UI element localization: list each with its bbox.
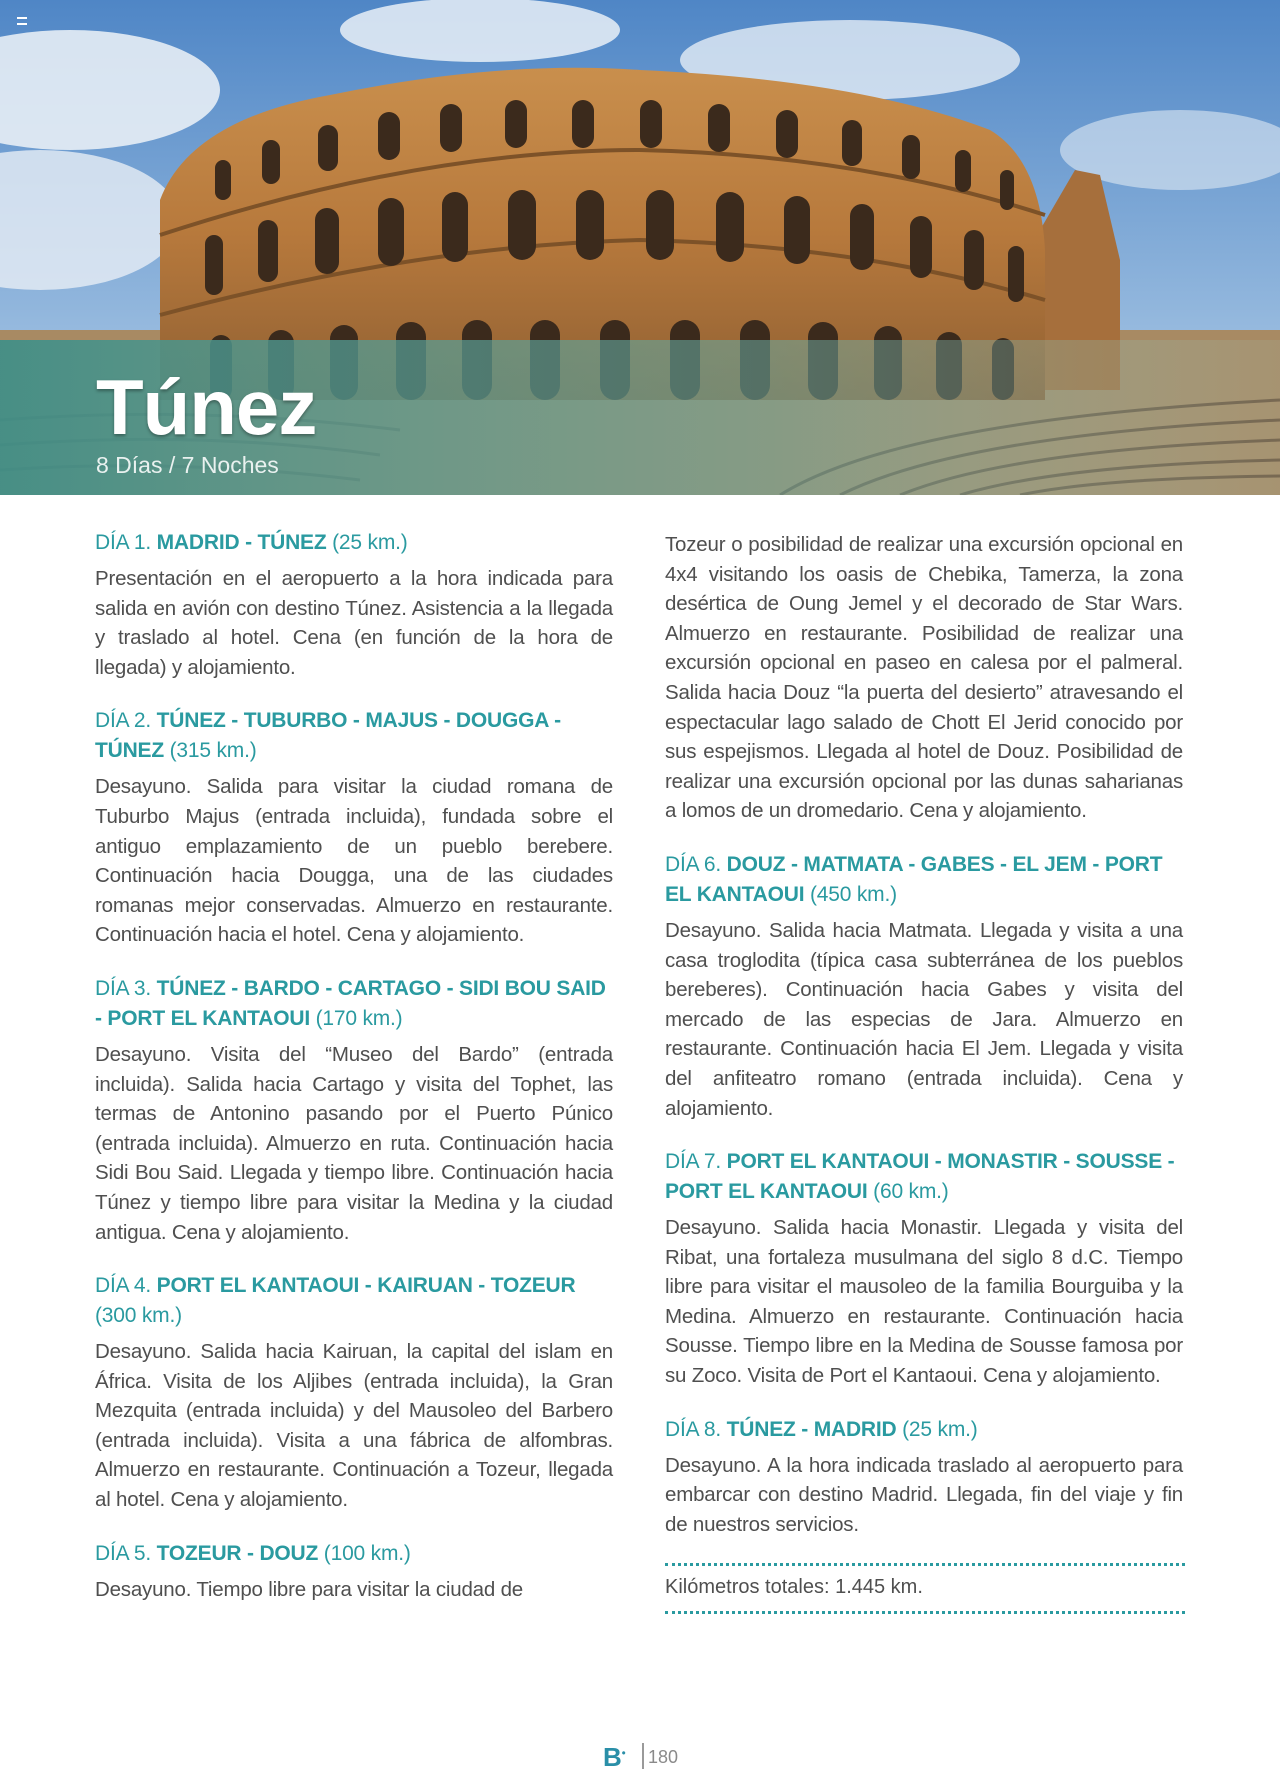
day-km: (300 km.) <box>95 1304 182 1328</box>
day-heading <box>665 1147 1183 1207</box>
day-item <box>665 850 1183 1123</box>
day-item <box>95 1271 613 1515</box>
day-item <box>95 974 613 1247</box>
day-label: DÍA 6. <box>665 852 721 876</box>
day-label: DÍA 2. <box>95 709 151 733</box>
day-route: TÚNEZ - MADRID <box>726 1417 897 1441</box>
left-column <box>95 528 613 1628</box>
day-heading <box>95 706 613 766</box>
day-heading <box>95 974 613 1034</box>
totals-box <box>665 1563 1185 1614</box>
page-subtitle: 8 Días / 7 Noches <box>96 452 279 478</box>
day-label: DÍA 7. <box>665 1150 721 1174</box>
day-heading <box>665 1415 1183 1445</box>
day-km: (315 km.) <box>169 739 257 763</box>
page-title: Túnez <box>96 363 317 451</box>
day-body: Desayuno. Salida hacia Monastir. Llegada y visita del Ribat, una fortaleza musulmana del siglo 8 d.C. Tiempo libre para visitar el mausoleo de la familia Bourguiba y la Medina. Almuerzo en restaurante. Continuación hacia Sousse. Tiempo libre en la Medina de Sousse famosa por su Zoco. Visita de Port el Kantaoui. Cena y alojamiento. <box>665 1216 1183 1388</box>
day-route: PORT EL KANTAOUI - KAIRUAN - TOZEUR <box>156 1274 576 1298</box>
right-column <box>665 530 1183 1614</box>
day-km: (60 km.) <box>873 1180 949 1204</box>
day-label: DÍA 4. <box>95 1274 151 1298</box>
day-km: (170 km.) <box>315 1006 403 1030</box>
day-body: Desayuno. Salida hacia Matmata. Llegada y visita a una casa troglodita (típica casa subterránea de los pueblos bereberes). Continuación hacia Gabes y visita del mercado de las especias de Jara. Almuerzo en restaurante. Continuación hacia El Jem. Llegada y visita del anfiteatro romano (entrada incluida). Cena y alojamiento. <box>665 918 1183 1120</box>
day-body: Desayuno. A la hora indicada traslado al aeropuerto para embarcar con destino Madrid. Llegada, fin del viaje y fin de nuestros servicios. <box>665 1453 1183 1536</box>
day-route: PORT EL KANTAOUI - MONASTIR - SOUSSE - PORT EL KANTAOUI <box>665 1150 1175 1204</box>
day-body: Desayuno. Visita del “Museo del Bardo” (entrada incluida). Salida hacia Cartago y visita del Tophet, las termas de Antonino pasando por el Puerto Púnico (entrada incluida). Almuerzo en ruta. Continuación hacia Sidi Bou Said. Llegada y tiempo libre. Continuación hacia Túnez y tiempo libre para visitar la Medina y la ciudad antigua. Cena y alojamiento. <box>95 1042 613 1244</box>
brand-logo: B• <box>603 1742 626 1772</box>
footer-divider <box>642 1743 644 1769</box>
total-kilometers: Kilómetros totales: 1.445 km. <box>665 1576 923 1599</box>
day-body: Desayuno. Tiempo libre para visitar la ciudad de <box>95 1577 523 1601</box>
day-route: MADRID - TÚNEZ <box>156 531 327 554</box>
day-item <box>95 1539 613 1605</box>
day-item <box>95 528 613 682</box>
day-item <box>95 706 613 950</box>
day-label: DÍA 8. <box>665 1417 721 1441</box>
day-label: DÍA 5. <box>95 1541 151 1565</box>
day-route: TÚNEZ - TUBURBO - MAJUS - DOUGGA - TÚNEZ <box>95 709 561 763</box>
page-number: 180 <box>648 1747 679 1767</box>
day-km: (25 km.) <box>332 531 408 554</box>
menu-mark-icon <box>17 17 27 25</box>
day-heading <box>95 528 613 558</box>
day-item <box>665 1415 1183 1540</box>
day-heading <box>95 1539 613 1569</box>
day-route: DOUZ - MATMATA - GABES - EL JEM - PORT EL KANTAOUI <box>665 852 1163 906</box>
day-5-continuation: Tozeur o posibilidad de realizar una excursión opcional en 4x4 visitando los oasis de Chebika, Tamerza, la zona desértica de Oung Jemel y el decorado de Star Wars. Almuerzo en restaurante. Posibilidad de realizar una excursión opcional en paseo en calesa por el palmeral. Salida hacia Douz “la puerta del desierto” atravesando el espectacular lago salado de Chott El Jerid conocido por sus espejismos. Llegada al hotel de Douz. Posibilidad de realizar una excursión opcional por las dunas saharianas a lomos de un dromedario. Cena y alojamiento. <box>665 533 1183 823</box>
day-label: DÍA 1. <box>95 531 151 554</box>
day-km: (100 km.) <box>323 1541 411 1565</box>
day-km: (25 km.) <box>902 1417 978 1441</box>
day-heading <box>665 850 1183 910</box>
day-body: Desayuno. Salida hacia Kairuan, la capital del islam en África. Visita de los Aljibes (entrada incluida), la Gran Mezquita (entrada incluida) y del Mausoleo del Barbero (entrada incluida). Visita a una fábrica de alfombras. Almuerzo en restaurante. Continuación a Tozeur, llegada al hotel. Cena y alojamiento. <box>95 1340 613 1512</box>
day-item <box>665 1147 1183 1391</box>
day-body: Presentación en el aeropuerto a la hora indicada para salida en avión con destino Túnez. Asistencia a la llegada y traslado al hotel. Cena (en función de la hora de llegada) y alojamiento. <box>95 567 613 679</box>
day-body: Desayuno. Salida para visitar la ciudad romana de Tuburbo Majus (entrada incluida), fundada sobre el antiguo emplazamiento de un pueblo berebere. Continuación hacia Dougga, una de las ciudades romanas mejor conservadas. Almuerzo en restaurante. Continuación hacia el hotel. Cena y alojamiento. <box>95 775 613 947</box>
hero-banner <box>0 0 1280 495</box>
brand-logo-letter: B <box>603 1742 622 1772</box>
day-route: TÚNEZ - BARDO - CARTAGO - SIDI BOU SAID - PORT EL KANTAOUI <box>95 976 606 1030</box>
day-label: DÍA 3. <box>95 976 151 1000</box>
day-km: (450 km.) <box>810 882 897 906</box>
day-heading <box>95 1271 613 1331</box>
day-route: TOZEUR - DOUZ <box>156 1541 319 1565</box>
